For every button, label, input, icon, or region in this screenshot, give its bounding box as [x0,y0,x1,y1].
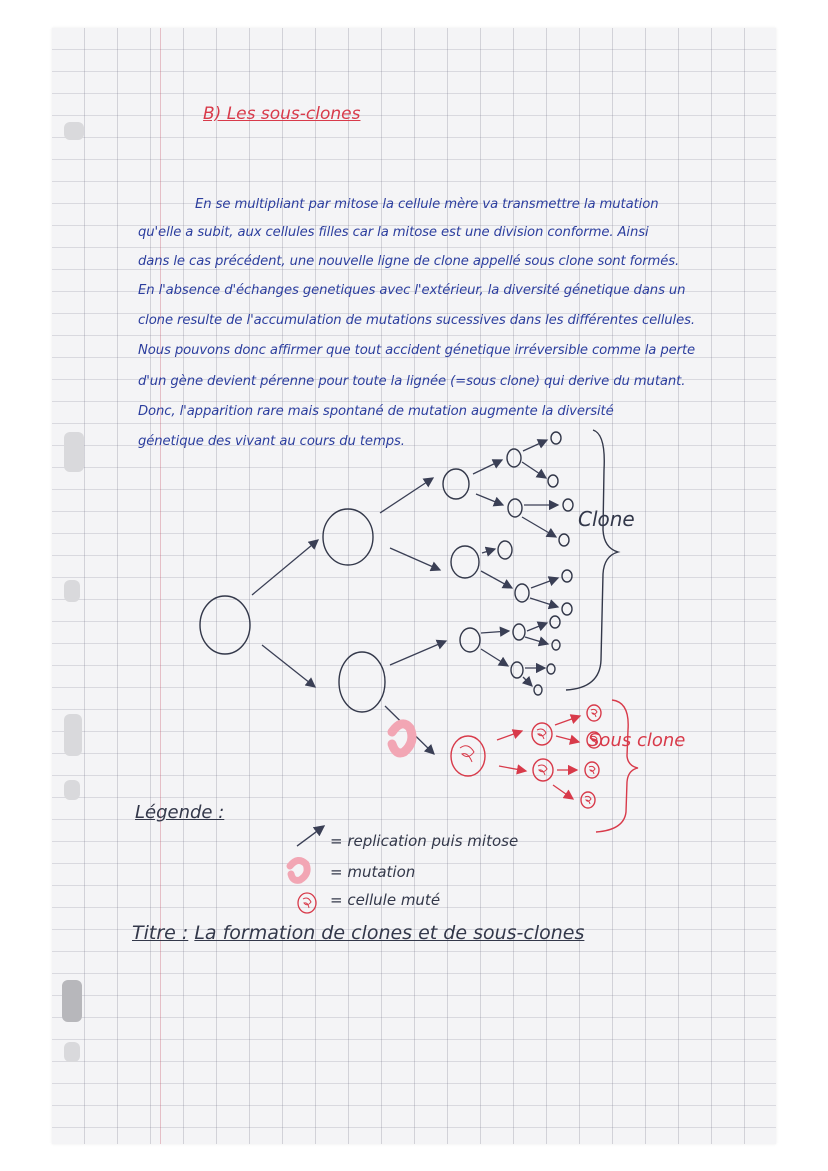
mutant-arrow [553,785,573,799]
cell-scribble [589,766,595,774]
paragraph-line: génetique des vivant au cours du temps. [138,434,405,449]
replication-arrow [523,677,532,686]
subclone-label: Sous clone [588,730,686,751]
cell [323,509,373,565]
mother-cell [200,596,250,654]
cell [513,624,525,640]
mutant-arrow [556,736,579,742]
cell [498,541,512,559]
replication-arrow [530,598,558,607]
cell [550,616,560,628]
mutated-cell [533,759,553,781]
paragraph-line: d'un gène devient pérenne pour toute la lignée (=sous clone) qui derive du mutant. [138,374,686,389]
replication-arrow [523,440,547,451]
replication-arrow [525,637,548,644]
title-label: Titre : [132,922,189,944]
cell [515,584,529,602]
cell-scribble [460,746,474,762]
cell [552,640,560,650]
replication-arrow [522,517,556,537]
cell [551,432,561,444]
clone-brace [566,430,618,690]
section-heading: B) Les sous-clones [203,104,361,124]
replication-arrow [390,548,440,570]
legend-title: Légende : [135,802,225,823]
mutated-cell [532,723,552,745]
paragraph-line: En se multipliant par mitose la cellule mère va transmettre la mutation [195,197,659,212]
cell [460,628,480,652]
mutant-arrow [555,716,580,725]
cell-scribble [303,898,311,908]
replication-arrow [527,623,547,631]
legend-item-mutated-cell: = cellule muté [330,891,441,909]
cell-scribble [537,729,546,739]
cell-scribble [591,709,597,717]
page-title [132,922,584,944]
cell [559,534,569,546]
legend-mutation-symbol [290,860,307,880]
replication-arrow [531,578,558,588]
cell-scribble [538,765,547,775]
cell [451,546,479,578]
clone-label: Clone [578,507,635,531]
mutant-arrow [499,766,526,771]
replication-arrow [476,494,503,505]
cell [508,499,522,517]
cell [562,603,572,615]
cell [547,664,555,674]
paragraph-line: Donc, l'apparition rare mais spontané de mutation augmente la diversité [138,404,614,419]
title-text: La formation de clones et de sous-clones [194,922,585,944]
replication-arrow [262,645,315,687]
replication-arrow [481,631,509,633]
cell [511,662,523,678]
replication-arrow [482,549,495,553]
cell [548,475,558,487]
legend-item-mutation: = mutation [330,863,416,881]
cell-scribble [585,796,591,804]
cell [563,499,573,511]
mutation-mark [392,724,412,753]
legend-arrow-symbol [297,826,324,846]
subclone-brace [596,700,638,832]
cell [534,685,542,695]
paragraph-line: Nous pouvons donc affirmer que tout accident génetique irréversible comme la perte [138,343,696,358]
cell [562,570,572,582]
replication-arrow [380,478,433,513]
mutant-arrow [497,731,522,740]
paragraph-line: qu'elle a subit, aux cellules filles car la mitose est une division conforme. Ainsi [138,225,649,240]
replication-arrow [481,649,508,666]
replication-arrow [252,540,318,595]
replication-arrow [390,641,446,665]
cell [339,652,385,712]
paragraph-line: En l'absence d'échanges genetiques avec l'extérieur, la diversité génetique dans un [138,283,686,298]
cell [507,449,521,467]
paragraph-line: dans le cas précédent, une nouvelle ligne de clone appellé sous clone sont formés. [138,254,680,269]
paragraph-line: clone resulte de l'accumulation de mutations sucessives dans les différentes cellules. [138,313,695,328]
legend-item-replication: = replication puis mitose [330,832,519,850]
replication-arrow [473,460,502,474]
cell [443,469,469,499]
replication-arrow [481,571,512,588]
replication-arrow [522,462,546,478]
